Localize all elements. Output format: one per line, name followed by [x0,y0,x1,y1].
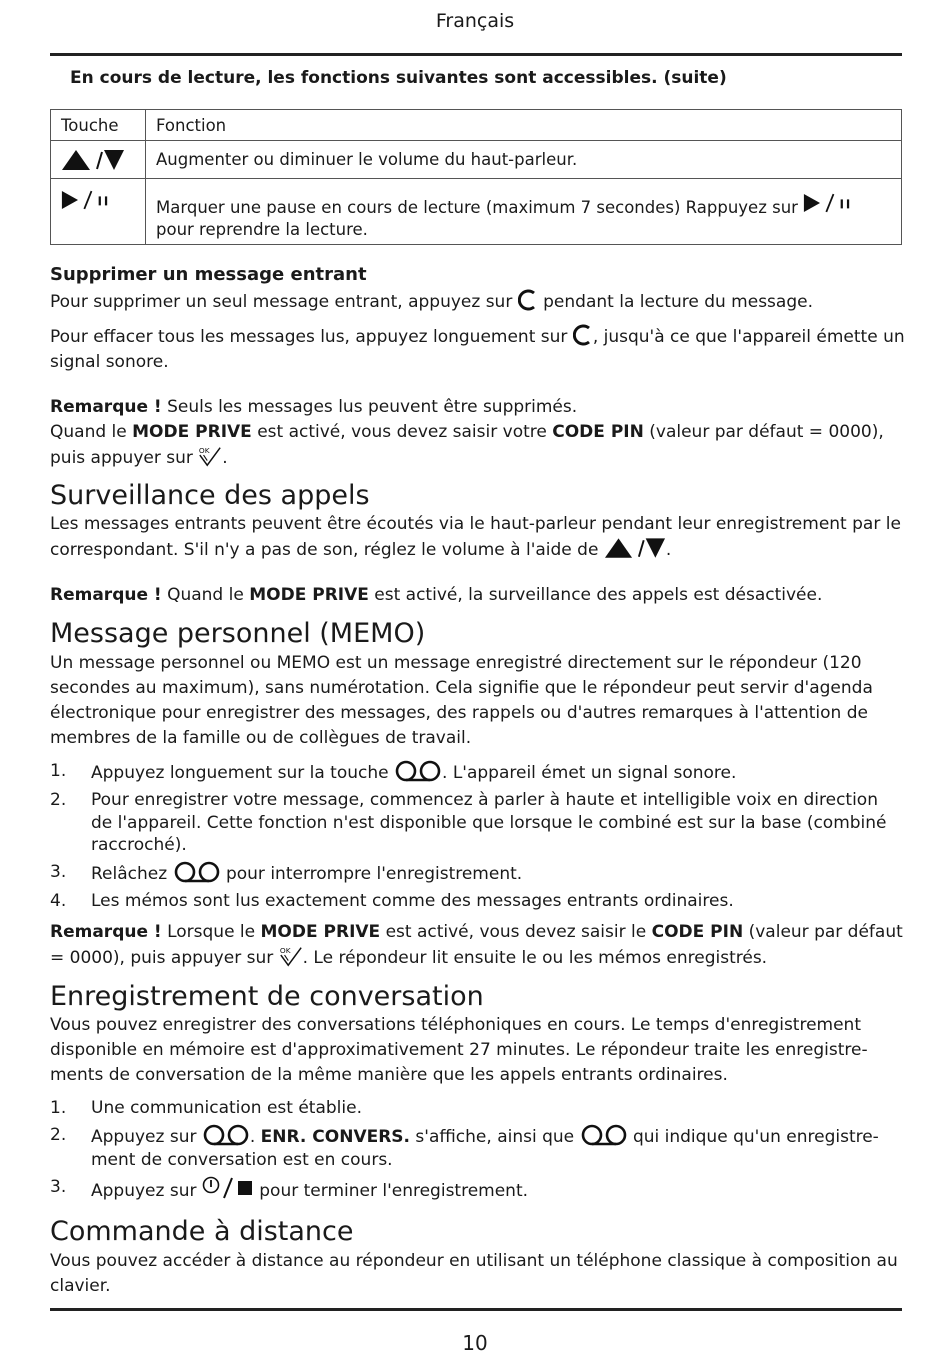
remark: Remarque ! Seuls les messages lus peuvent être supprimés. Quand le MODE PRIVE est activé, vous devez saisir votre CODE PIN (valeur par défaut = 0000), puis appuyer sur . [50,397,884,468]
paragraph: Les messages entrants peuvent être écoutés via le haut-parleur pendant leur enregistrement par le correspondant. S'il n'y a pas de son, réglez le volume à l'aide de . [50,514,901,560]
memo-tape-icon [580,1124,628,1146]
c-key-icon [518,289,538,311]
section-heading-memo: Message personnel (MEMO) [50,618,426,649]
section-heading-surveillance: Surveillance des appels [50,480,370,511]
c-key-icon [573,324,593,346]
table-row [51,141,902,179]
section-heading-conversation: Enregistrement de conversation [50,981,484,1012]
play-pause-icon [61,188,113,212]
key-function-table [50,109,902,245]
list-item: 2. Pour enregistrer votre message, commencez à parler à haute et intelligible voix en direction de l'appareil. Cette fonction n'est disponible que lorsque le combiné est sur la base (combiné raccroché). [50,790,887,855]
paragraph: Pour supprimer un seul message entrant, appuyez sur pendant la lecture du message. [50,289,910,315]
section-heading-supprimer: Supprimer un message entrant [50,264,367,285]
ok-key-icon [198,445,222,467]
volume-up-down-icon [61,149,125,171]
col-header-touche: Touche [51,110,146,141]
conversation-steps-list [50,1097,902,1207]
page-number: 10 [462,1331,488,1355]
list-item: 3. Relâchez pour interrompre l'enregistrement. [50,862,523,884]
remark-label: Remarque ! [50,585,162,605]
list-item: 1. Une communication est établie. [50,1098,362,1118]
remark: Remarque ! Lorsque le MODE PRIVE est activé, vous devez saisir le CODE PIN (valeur par défaut = 0000), puis appuyer sur . Le répondeur lit ensuite le ou les mémos enregistrés. [50,922,903,968]
memo-steps-list [50,760,902,917]
intro-text: En cours de lecture, les fonctions suivantes sont accessibles. (suite) [70,68,727,88]
memo-tape-icon [394,760,442,782]
list-item: 4. Les mémos sont lus exactement comme des messages entrants ordinaires. [50,891,734,911]
table-cell-function: Augmenter ou diminuer le volume du haut-parleur. [146,141,902,179]
table-row [51,179,902,245]
footer-divider [50,1308,902,1311]
section-heading-distance: Commande à distance [50,1216,354,1247]
list-item: 1. Appuyez longuement sur la touche . L'appareil émet un signal sonore. [50,761,737,783]
paragraph: Vous pouvez enregistrer des conversations téléphoniques en cours. Le temps d'enregistrement disponible en mémoire est d'approximativement 27 minutes. Le répondeur traite les enregistre-ments de conversation de la même manière que les appels entrants ordinaires. [50,1015,868,1085]
list-item: 3. Appuyez sur pour terminer l'enregistrement. [50,1176,529,1201]
play-pause-icon [803,191,855,215]
remark-label: Remarque ! [50,397,162,417]
remark-label: Remarque ! [50,922,162,942]
page-header-language: Français [435,10,515,32]
paragraph: Pour effacer tous les messages lus, appuyez longuement sur , jusqu'à ce que l'appareil émette un signal sonore. [50,324,910,375]
power-stop-icon [202,1176,254,1200]
list-item: 2. Appuyez sur . ENR. CONVERS. s'affiche, ainsi que qui indique qu'un enregistre-ment de conversation est en cours. [50,1125,879,1170]
paragraph: Un message personnel ou MEMO est un message enregistré directement sur le répondeur (120 secondes au maximum), sans numérotation. Cela signifie que le répondeur peut servir d'agenda électronique pour enregistrer des messages, des rappels ou d'autres remarques à l'attention de membres de la famille ou de collègues de travail. [50,653,873,748]
volume-up-down-icon [604,537,666,559]
col-header-fonction: Fonction [146,110,902,141]
memo-tape-icon [202,1124,250,1146]
ok-key-icon [279,945,303,967]
table-header-row [51,110,902,141]
remark: Remarque ! Quand le MODE PRIVE est activé, la surveillance des appels est désactivée. [50,585,823,605]
header-divider [50,53,902,56]
table-cell-function: Marquer une pause en cours de lecture (maximum 7 secondes) Rappuyez sur pour reprendre la lecture. [146,179,902,245]
memo-tape-icon [173,861,221,883]
paragraph: Vous pouvez accéder à distance au répondeur en utilisant un téléphone classique à composition au clavier. [50,1251,898,1296]
